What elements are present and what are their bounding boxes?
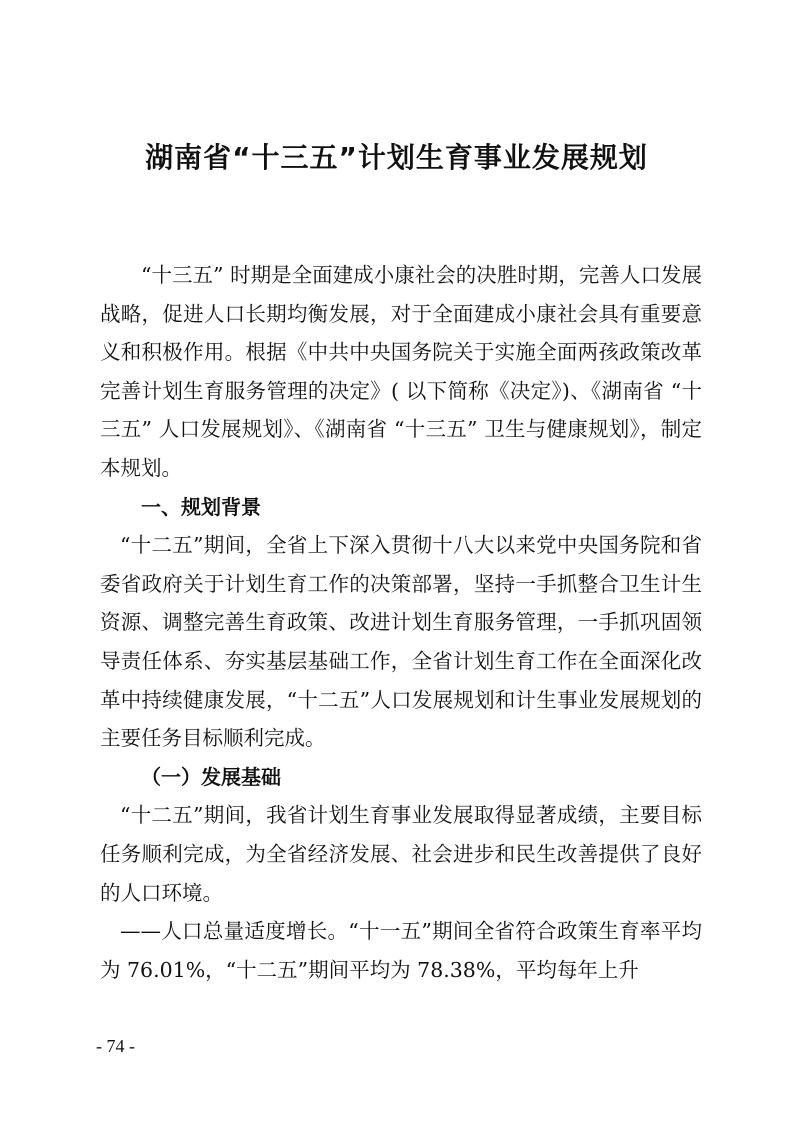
document-body	[100, 256, 702, 989]
document-title: 湖南省“十三五”计划生育事业发展规划	[145, 141, 648, 174]
foundation-paragraph: “十二五”期间，我省计划生育事业发展取得显著成绩，主要目标任务顺利完成，为全省经济发展、社会进步和民生改善提供了良好的人口环境。	[100, 803, 702, 905]
intro-paragraph: “十三五” 时期是全面建成小康社会的决胜时期，完善人口发展战略，促进人口长期均衡发展，对于全面建成小康社会具有重要意义和积极作用。根据《中共中央国务院关于实施全面两孩政策改革完善计划生育服务管理的决定》( 以下简称《决定》)、《湖南省 “十三五” 人口发展规划》、《湖南省 “十三五” 卫生与健康规划》，制定本规划。	[100, 263, 702, 480]
background-paragraph: “十二五”期间，全省上下深入贯彻十八大以来党中央国务院和省委省政府关于计划生育工作的决策部署，坚持一手抓整合卫生计生资源、调整完善生育政策、改进计划生育服务管理，一手抓巩固领导责任体系、夯实基层基础工作，全省计划生育工作在全面深化改革中持续健康发展，“十二五”人口发展规划和计生事业发展规划的主要任务目标顺利完成。	[100, 533, 702, 751]
subsection-heading-foundation: （一）发展基础	[141, 764, 281, 789]
page-number: - 74 -	[96, 1036, 135, 1056]
section-heading-background: 一、规划背景	[141, 494, 261, 519]
population-item-paragraph: ——人口总量适度增长。“十一五”期间全省符合政策生育率平均为 76.01%，“十二五”期间平均为 78.38%，平均每年上升	[100, 919, 702, 982]
